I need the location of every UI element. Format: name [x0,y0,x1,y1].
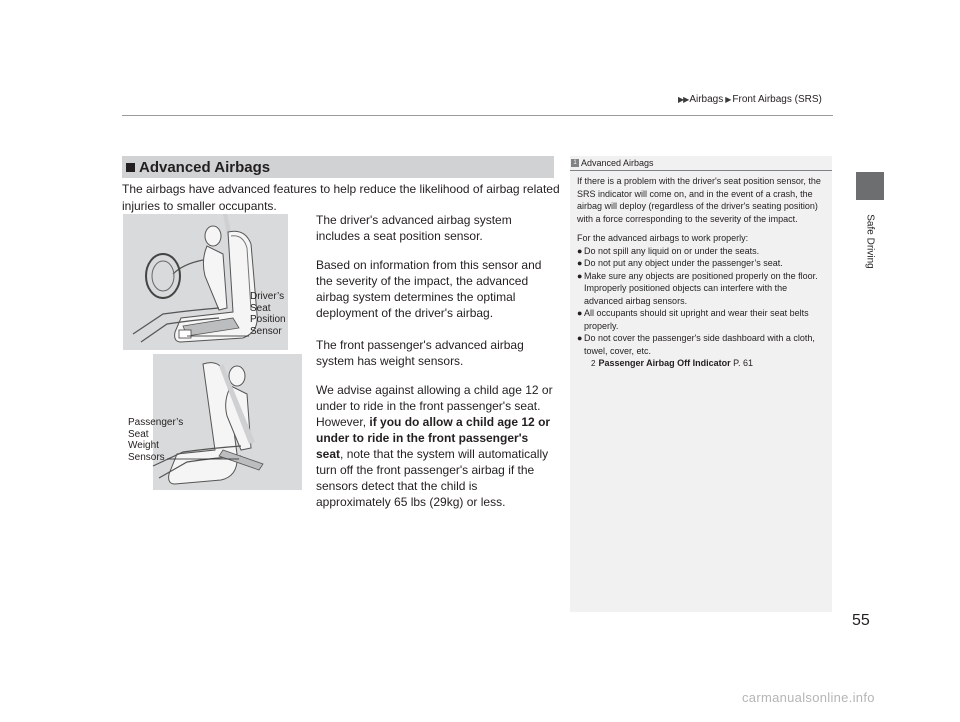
note-header [570,156,832,170]
sidebar-note [570,156,832,612]
passenger-seat-illustration [123,354,302,490]
paragraph-deployment: Based on information from this sensor and the severity of the impact, the advanced airbag system determines the optimal deployment of the driver's airbag. [316,258,542,320]
paragraph-passenger-sensor: The front passenger's advanced airbag system has weight sensors. [316,338,524,368]
reference-arrow-icon: 2 [591,359,596,368]
note-bullet-item: ● Make sure any objects are positioned properly on the floor. Improperly positioned objects can interfere with the advanced airbag sensors. [577,270,818,306]
breadcrumb [678,94,822,105]
breadcrumb-item-airbags[interactable]: Airbags [689,94,724,105]
section-header [122,156,554,178]
chapter-tab-marker [856,172,884,200]
section-intro: The airbags have advanced features to help reduce the likelihood of airbag related injuries to smaller occupants. [122,182,560,213]
note-bullet-item: ● All occupants should sit upright and wear their seat belts properly. [577,308,809,331]
passenger-airbag-off-indicator-link[interactable]: 2 Passenger Airbag Off Indicator P. 61 [591,358,754,368]
note-bullet-item: ● Do not spill any liquid on or under the seats. [577,245,760,256]
note-divider [570,170,832,171]
bullet-icon: ● [577,245,583,256]
note-bullet-item: ● Do not cover the passenger's side dashboard with a cloth, towel, cover, etc. [577,333,815,356]
breadcrumb-separator-icon: ▶ [725,95,732,104]
bullet-icon: ● [577,308,583,318]
note-number-icon: 1 [571,159,579,167]
passenger-sensor-label: Passenger’s Seat Weight Sensors [128,417,184,463]
breadcrumb-item-front-airbags[interactable]: Front Airbags (SRS) [732,94,822,105]
watermark: carmanualsonline.info [742,690,875,705]
page-number: 55 [852,612,870,629]
bullet-icon: ● [577,333,583,343]
chapter-tab-label: Safe Driving [864,214,876,269]
note-title: Advanced Airbags [581,158,654,168]
note-body [577,175,827,371]
note-bullet-item: ● Do not put any object under the passenger’s seat. [577,258,783,268]
driver-seat-illustration [123,214,302,350]
paragraph-child-advice: We advise against allowing a child age 12 or under to ride in the front passenger's seat. However, if you do allow a child age 12 or under to ride in the front passenger's seat, note that the system will automatically turn off the front passenger's airbag if the sensors detect that the child is approximately 65 lbs (29kg) or less. [316,383,553,509]
header-divider [122,115,833,116]
section-title: Advanced Airbags [139,158,271,176]
note-paragraph-requirements: For the advanced airbags to work properly: [577,233,749,243]
paragraph-driver-sensor: The driver's advanced airbag system includes a seat position sensor. [316,213,512,243]
bullet-icon: ● [577,270,583,281]
bullet-icon: ● [577,258,583,268]
driver-sensor-label: Driver’s Seat Position Sensor [250,291,286,337]
body-text [316,212,554,523]
note-paragraph-srs: If there is a problem with the driver's seat position sensor, the SRS indicator will come on, and in the event of a crash, the airbag will deploy (regardless of the driver's seating position) with a force corresponding to the severity of the impact. [577,176,821,224]
breadcrumb-arrows-icon: ▶▶ [678,95,689,104]
section-square-icon [126,163,135,172]
